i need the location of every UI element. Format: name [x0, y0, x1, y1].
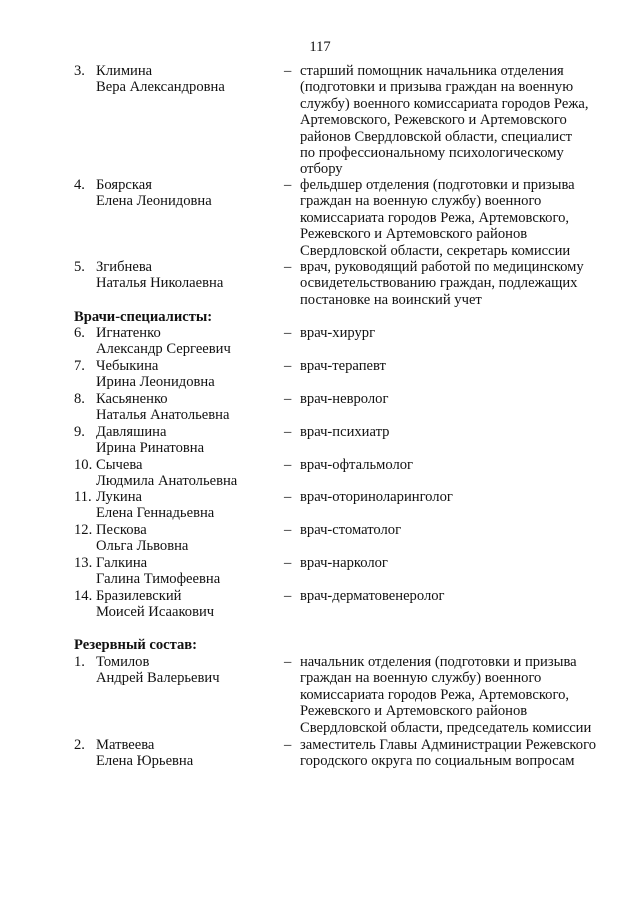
person-given-names: Александр Сергеевич [96, 341, 231, 358]
position-description [300, 358, 620, 374]
person-surname: Чебыкина [96, 358, 159, 374]
person-surname: Сычева [96, 457, 143, 473]
item-number: 1. [74, 654, 85, 670]
item-number: 7. [74, 358, 85, 374]
position-description [300, 63, 620, 178]
person-given-names: Андрей Валерьевич [96, 670, 220, 687]
description-line: старший помощник начальника отделения [300, 63, 564, 79]
dash-separator: – [284, 325, 292, 341]
person-surname-line [74, 737, 154, 753]
person-surname-line [74, 63, 152, 79]
person-given-names: Елена Геннадьевна [96, 505, 215, 522]
item-number: 10. [74, 457, 93, 473]
person-given-names: Ирина Ринатовна [96, 440, 205, 457]
description-line: Свердловской области, секретарь комиссии [300, 242, 571, 259]
description-line: службу) военного комиссариата городов Режа, [300, 95, 589, 112]
person-name [74, 325, 274, 358]
description-line: Свердловской области, председатель комиссии [300, 719, 592, 736]
description-line: врач-нарколог [300, 555, 388, 571]
person-surname: Касьяненко [96, 391, 168, 407]
description-line: врач-хирург [300, 325, 376, 341]
person-surname: Климина [96, 63, 153, 79]
person-surname: Пескова [96, 522, 147, 538]
description-line: врач-стоматолог [300, 522, 402, 538]
dash-separator: – [284, 391, 292, 407]
description-line: врач-дерматовенеролог [300, 588, 445, 604]
item-number: 3. [74, 63, 85, 79]
description-line: комиссариата городов Режа, Артемовского, [300, 209, 570, 226]
person-surname: Лукина [96, 489, 143, 505]
person-surname: Бразилевский [96, 588, 182, 604]
person-given-names: Вера Александровна [96, 79, 225, 96]
item-number: 14. [74, 588, 93, 604]
person-surname: Згибнева [96, 259, 152, 275]
person-surname-line [74, 424, 166, 440]
person-name [74, 259, 274, 292]
person-surname: Галкина [96, 555, 148, 571]
person-name [74, 391, 274, 424]
description-line: врач-невролог [300, 391, 389, 407]
description-line: постановке на воинский учет [300, 291, 482, 308]
person-given-names: Моисей Исаакович [96, 604, 215, 621]
person-surname-line [74, 522, 147, 538]
item-number: 5. [74, 259, 85, 275]
position-description [300, 737, 620, 770]
description-line: врач, руководящий работой по медицинскому [300, 259, 584, 275]
item-number: 9. [74, 424, 85, 440]
reserve-heading: Резервный состав: [74, 637, 198, 653]
person-given-names: Наталья Николаевна [96, 275, 224, 292]
description-line: граждан на военную службу) военного [300, 670, 542, 687]
person-surname-line [74, 489, 142, 505]
position-description [300, 654, 620, 736]
description-line: врач-офтальмолог [300, 457, 414, 473]
person-given-names: Наталья Анатольевна [96, 407, 230, 424]
dash-separator: – [284, 522, 292, 538]
position-description [300, 457, 620, 473]
dash-separator: – [284, 654, 292, 670]
person-name [74, 522, 274, 555]
position-description [300, 555, 620, 571]
person-name [74, 457, 274, 490]
person-surname-line [74, 358, 158, 374]
position-description [300, 489, 620, 505]
person-surname-line [74, 457, 143, 473]
description-line: городского округа по социальным вопросам [300, 753, 575, 770]
person-name [74, 63, 274, 96]
person-name [74, 588, 274, 621]
description-line: врач-психиатр [300, 424, 390, 440]
description-line: (подготовки и призыва граждан на военную [300, 79, 574, 96]
person-given-names: Ольга Львовна [96, 538, 189, 555]
description-line: врач-оториноларинголог [300, 489, 453, 505]
person-given-names: Галина Тимофеевна [96, 571, 221, 588]
dash-separator: – [284, 555, 292, 571]
person-name [74, 555, 274, 588]
position-description [300, 522, 620, 538]
description-line: Артемовского, Режевского и Артемовского [300, 112, 567, 129]
dash-separator: – [284, 489, 292, 505]
item-number: 12. [74, 522, 93, 538]
description-line: Режевского и Артемовского районов [300, 226, 528, 243]
person-name [74, 654, 274, 687]
dash-separator: – [284, 588, 292, 604]
dash-separator: – [284, 358, 292, 374]
person-surname-line [74, 325, 161, 341]
description-line: отбору [300, 161, 343, 178]
description-line: начальник отделения (подготовки и призыва [300, 654, 577, 670]
person-surname: Боярская [96, 177, 152, 193]
person-surname-line [74, 555, 147, 571]
dash-separator: – [284, 457, 292, 473]
position-description [300, 177, 620, 259]
position-description [300, 259, 620, 308]
person-given-names: Елена Юрьевна [96, 753, 194, 770]
person-surname: Томилов [96, 654, 150, 670]
person-surname: Давляшина [96, 424, 167, 440]
item-number: 4. [74, 177, 85, 193]
item-number: 8. [74, 391, 85, 407]
person-surname: Матвеева [96, 737, 155, 753]
dash-separator: – [284, 737, 292, 753]
description-line: граждан на военную службу) военного [300, 193, 542, 210]
person-surname-line [74, 259, 152, 275]
description-line: освидетельствованию граждан, подлежащих [300, 275, 578, 292]
person-given-names: Елена Леонидовна [96, 193, 212, 210]
description-line: заместитель Главы Администрации Режевского [300, 737, 596, 753]
person-name [74, 737, 274, 770]
specialists-heading: Врачи-специалисты: [74, 309, 213, 325]
person-given-names: Ирина Леонидовна [96, 374, 215, 391]
person-name [74, 424, 274, 457]
person-surname-line [74, 391, 168, 407]
position-description [300, 325, 620, 341]
person-name [74, 489, 274, 522]
description-line: комиссариата городов Режа, Артемовского, [300, 686, 570, 703]
dash-separator: – [284, 424, 292, 440]
dash-separator: – [284, 177, 292, 193]
page-number: 117 [309, 39, 331, 55]
dash-separator: – [284, 63, 292, 79]
position-description [300, 391, 620, 407]
description-line: фельдшер отделения (подготовки и призыва [300, 177, 575, 193]
item-number: 2. [74, 737, 85, 753]
description-line: врач-терапевт [300, 358, 386, 374]
person-surname: Игнатенко [96, 325, 161, 341]
item-number: 11. [74, 489, 92, 505]
position-description [300, 424, 620, 440]
person-surname-line [74, 654, 149, 670]
person-surname-line [74, 588, 181, 604]
dash-separator: – [284, 259, 292, 275]
person-given-names: Людмила Анатольевна [96, 473, 238, 490]
item-number: 13. [74, 555, 93, 571]
person-name [74, 358, 274, 391]
item-number: 6. [74, 325, 85, 341]
description-line: Режевского и Артемовского районов [300, 703, 528, 720]
person-name [74, 177, 274, 210]
person-surname-line [74, 177, 152, 193]
position-description [300, 588, 620, 604]
description-line: районов Свердловской области, специалист [300, 128, 573, 145]
description-line: по профессиональному психологическому [300, 145, 564, 162]
